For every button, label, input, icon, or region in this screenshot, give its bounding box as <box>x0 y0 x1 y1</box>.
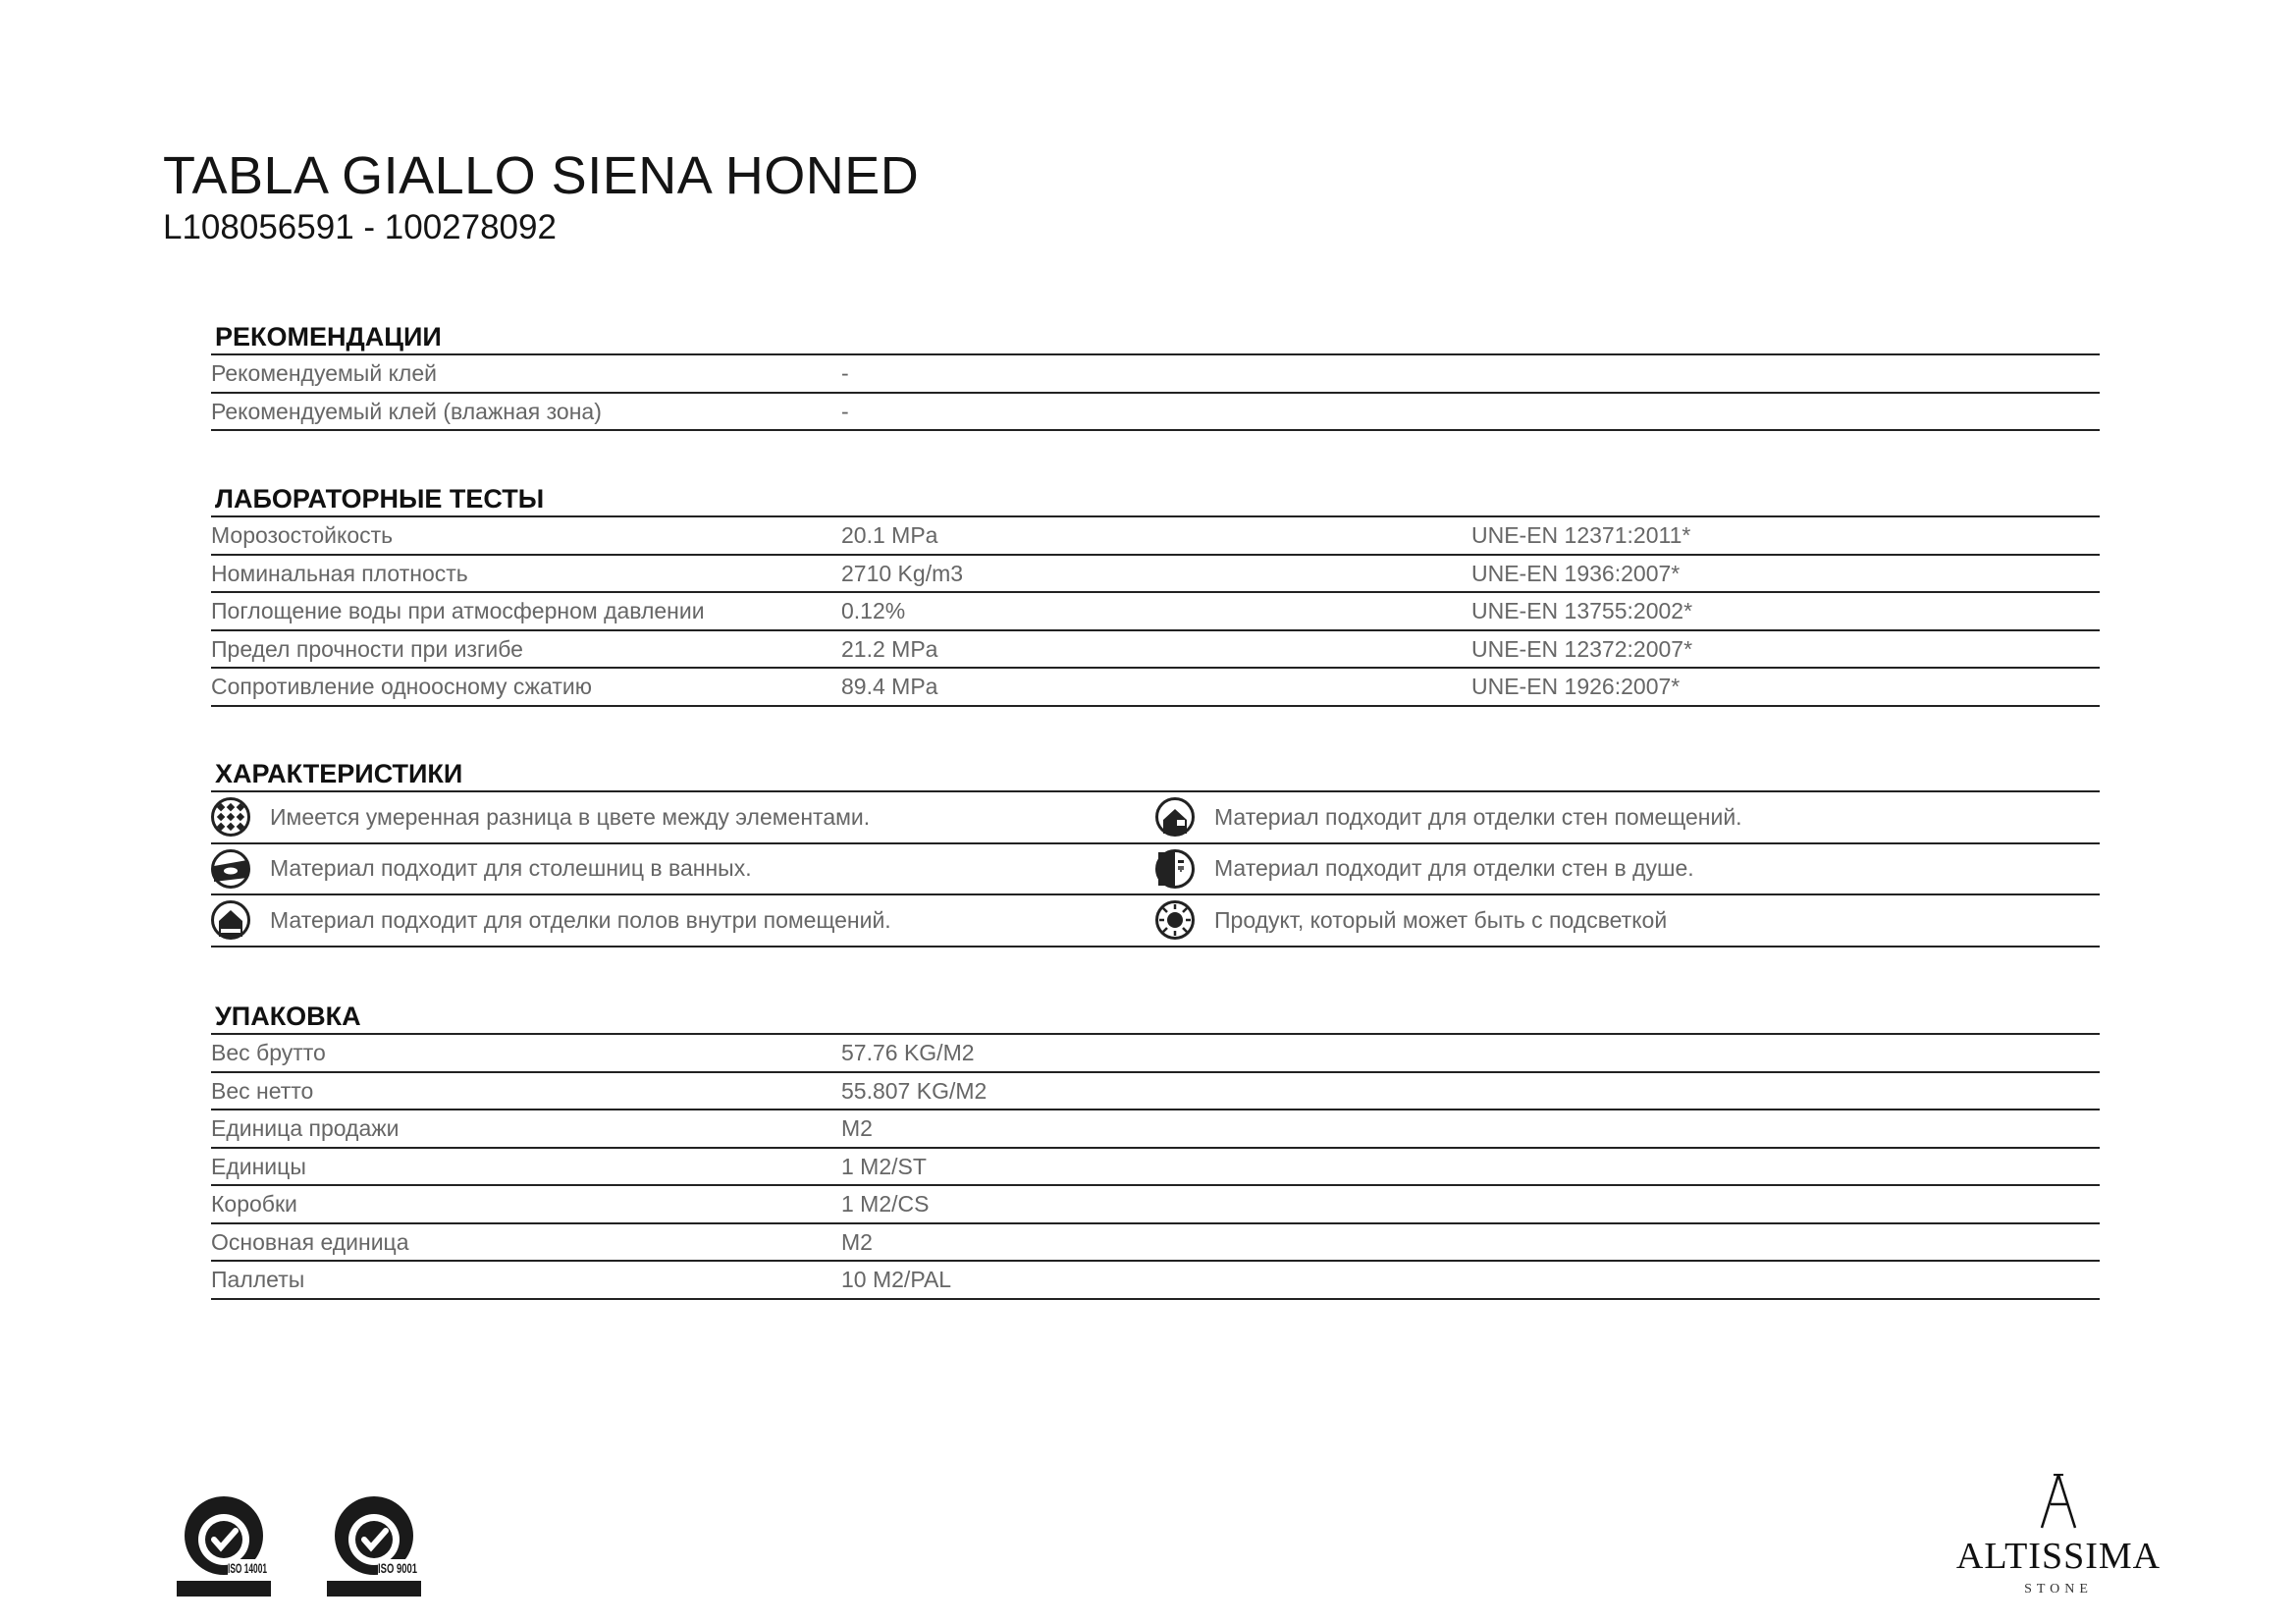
row-label: Единицы <box>211 1153 306 1179</box>
brand-sub: STONE <box>2024 1582 2093 1597</box>
table-row <box>211 593 2100 631</box>
row-label: Вес нетто <box>211 1077 314 1104</box>
feature-item <box>211 792 870 841</box>
row-standard: UNE-EN 13755:2002* <box>1471 598 1693 623</box>
row-value: 2710 Kg/m3 <box>841 560 964 586</box>
row-standard: UNE-EN 1926:2007* <box>1471 674 1681 699</box>
interior-floor-icon <box>211 900 250 940</box>
row-value: M2 <box>841 1115 873 1141</box>
row-standard: UNE-EN 1936:2007* <box>1471 560 1681 586</box>
altissima-logo-icon <box>1955 1473 2162 1537</box>
packaging-heading: УПАКОВКА <box>211 998 2100 1035</box>
shower-wall-icon <box>1155 849 1195 889</box>
table-row <box>211 1035 2100 1073</box>
table-row <box>211 355 2100 394</box>
table-row <box>211 1149 2100 1187</box>
feature-text: Материал подходит для отделки стен помещений. <box>1214 803 1742 830</box>
lab-tests-heading: ЛАБОРАТОРНЫЕ ТЕСТЫ <box>211 480 2100 517</box>
row-value: 0.12% <box>841 598 906 623</box>
table-row <box>211 669 2100 707</box>
feature-item <box>1155 895 1667 945</box>
row-value: 89.4 MPa <box>841 674 938 699</box>
row-label: Коробки <box>211 1191 297 1217</box>
backlight-icon <box>1155 900 1195 940</box>
characteristics-section <box>211 755 2100 947</box>
table-row <box>211 556 2100 594</box>
table-row <box>211 394 2100 432</box>
row-value: 55.807 KG/M2 <box>841 1077 988 1104</box>
feature-row <box>211 844 2100 896</box>
row-value: 20.1 MPa <box>841 522 938 548</box>
characteristics-heading: ХАРАКТЕРИСТИКИ <box>211 755 2100 792</box>
color-variation-icon <box>211 797 250 837</box>
recommendations-heading: РЕКОМЕНДАЦИИ <box>211 318 2100 355</box>
row-label: Единица продажи <box>211 1115 400 1141</box>
row-label: Рекомендуемый клей (влажная зона) <box>211 398 602 424</box>
brand-logo <box>1955 1473 2162 1597</box>
svg-text:ISO 9001: ISO 9001 <box>378 1560 418 1576</box>
packaging-section <box>211 998 2100 1300</box>
feature-text: Имеется умеренная разница в цвете между элементами. <box>270 803 871 830</box>
feature-row <box>211 792 2100 844</box>
row-label: Паллеты <box>211 1267 305 1292</box>
row-standard: UNE-EN 12372:2007* <box>1471 635 1693 662</box>
row-label: Основная единица <box>211 1228 409 1255</box>
table-row <box>211 1224 2100 1263</box>
row-label: Сопротивление одноосному сжатию <box>211 674 592 699</box>
feature-text: Материал подходит для столешниц в ванных. <box>270 855 752 881</box>
row-label: Вес брутто <box>211 1040 326 1065</box>
row-value: 1 M2/ST <box>841 1153 927 1179</box>
product-code: L108056591 - 100278092 <box>163 208 557 246</box>
sgs-iso-9001-seal-icon <box>327 1494 421 1597</box>
row-label: Предел прочности при изгибе <box>211 635 523 662</box>
feature-text: Материал подходит для отделки стен в душе. <box>1214 855 1694 881</box>
table-row <box>211 517 2100 556</box>
sgs-iso-14001-seal-icon <box>177 1494 271 1597</box>
row-value: - <box>841 360 849 386</box>
feature-text: Продукт, который может быть с подсветкой <box>1214 906 1668 933</box>
brand-name: ALTISSIMA <box>1955 1536 2162 1577</box>
bathroom-countertop-icon <box>211 849 250 889</box>
row-value: 57.76 KG/M2 <box>841 1040 975 1065</box>
row-label: Номинальная плотность <box>211 560 468 586</box>
row-value: M2 <box>841 1228 873 1255</box>
row-value: 1 M2/CS <box>841 1191 930 1217</box>
feature-item <box>1155 792 1742 841</box>
product-title: TABLA GIALLO SIENA HONED <box>163 146 920 205</box>
row-standard: UNE-EN 12371:2011* <box>1471 522 1691 548</box>
lab-tests-section <box>211 480 2100 707</box>
interior-wall-icon <box>1155 797 1195 837</box>
row-value: - <box>841 398 849 424</box>
feature-item <box>1155 844 1694 893</box>
table-row <box>211 1186 2100 1224</box>
table-row <box>211 1073 2100 1111</box>
row-label: Морозостойкость <box>211 522 394 548</box>
table-row <box>211 1262 2100 1300</box>
row-value: 10 M2/PAL <box>841 1267 952 1292</box>
row-label: Рекомендуемый клей <box>211 360 437 386</box>
row-value: 21.2 MPa <box>841 635 938 662</box>
recommendations-section <box>211 318 2100 431</box>
table-row <box>211 1110 2100 1149</box>
svg-text:ISO 14001: ISO 14001 <box>228 1560 268 1576</box>
feature-item <box>211 895 891 945</box>
feature-item <box>211 844 752 893</box>
row-label: Поглощение воды при атмосферном давлении <box>211 598 705 623</box>
feature-row <box>211 895 2100 947</box>
table-row <box>211 631 2100 670</box>
feature-text: Материал подходит для отделки полов внутри помещений. <box>270 906 891 933</box>
